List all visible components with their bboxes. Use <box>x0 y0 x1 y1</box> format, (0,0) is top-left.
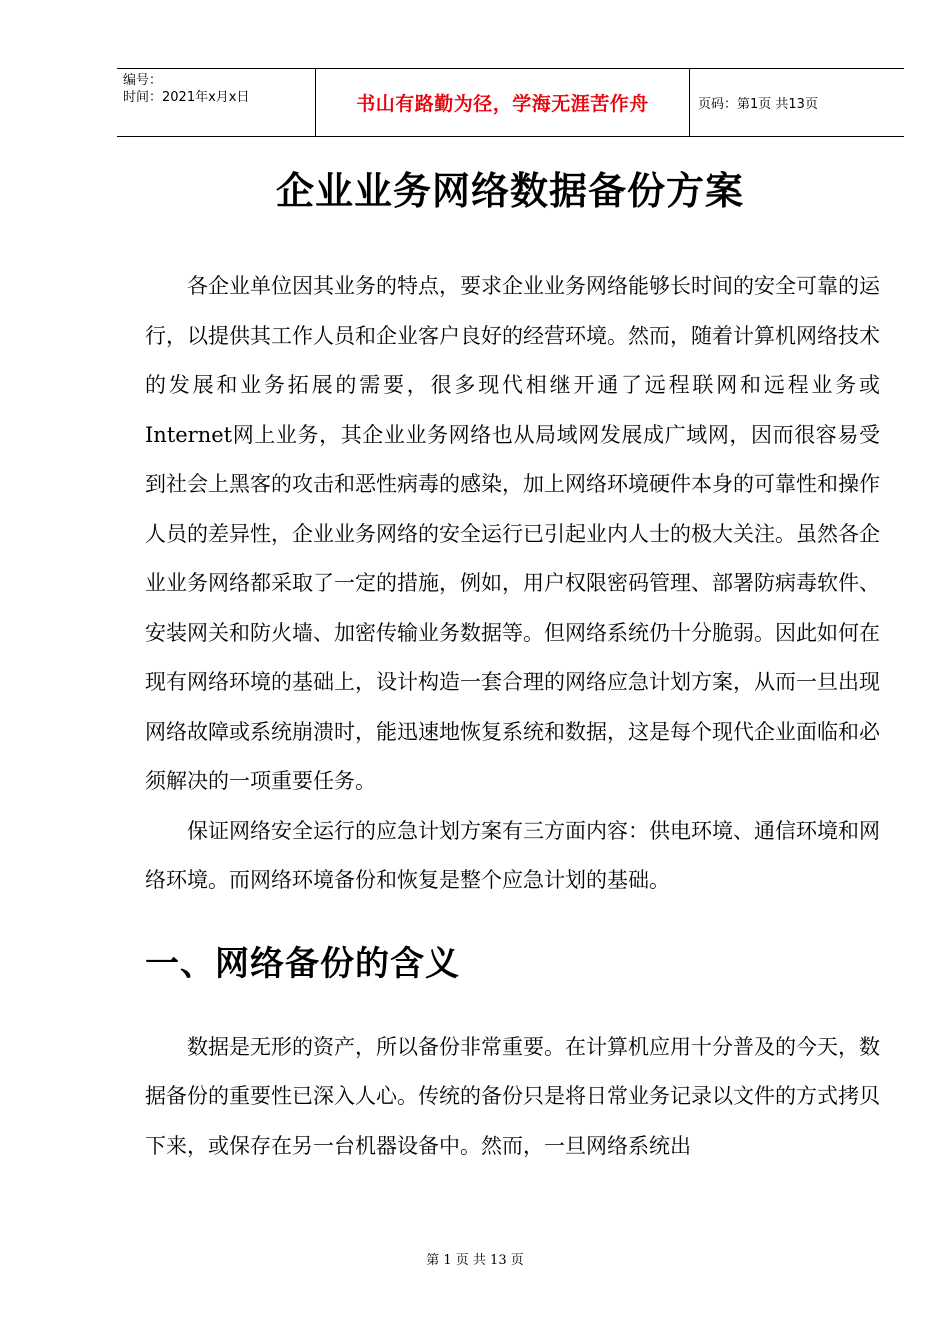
paragraph: 各企业单位因其业务的特点，要求企业业务网络能够长时间的安全可靠的运行，以提供其工作人员和企业客户良好的经营环境。然而，随着计算机网络技术的发展和业务拓展的需要，很多现代相继开通了远程联网和远程业务或Internet网上业务，其企业业务网络也从局域网发展成广域网，因而很容易受到社会上黑客的攻击和恶性病毒的感染，加上网络环境硬件本身的可靠性和操作人员的差异性，企业业务网络的安全运行已引起业内人士的极大关注。虽然各企业业务网络都采取了一定的措施，例如，用户权限密码管理、部署防病毒软件、安装网关和防火墙、加密传输业务数据等。但网络系统仍十分脆弱。因此如何在现有网络环境的基础上，设计构造一套合理的网络应急计划方案，从而一旦出现网络故障或系统崩溃时，能迅速地恢复系统和数据，这是每个现代企业面临和必须解决的一项重要任务。 <box>145 274 880 793</box>
section-heading: 一、网络备份的含义 <box>145 943 460 984</box>
document-title: 企业业务网络数据备份方案 <box>275 168 744 213</box>
page-footer: 第 1 页 共 13 页 <box>426 1253 524 1268</box>
paragraph: 数据是无形的资产，所以备份非常重要。在计算机应用十分普及的今天，数据备份的重要性已深入人心。传统的备份只是将日常业务记录以文件的方式拷贝下来，或保存在另一台机器设备中。然而，一旦网络系统出 <box>145 1034 880 1158</box>
paragraph: 保证网络安全运行的应急计划方案有三方面内容：供电环境、通信环境和网络环境。而网络环境备份和恢复是整个应急计划的基础。 <box>145 818 880 892</box>
header-page-info: 页码：第1页 共13页 <box>698 97 818 112</box>
time-label: 时间：2021年x月x日 <box>123 90 250 105</box>
header-info-cell <box>117 69 316 136</box>
header-motto: 书山有路勤为径，学海无涯苦作舟 <box>316 69 690 136</box>
document-body <box>145 262 880 1171</box>
page-header <box>117 68 904 137</box>
serial-label: 编号： <box>123 73 163 88</box>
